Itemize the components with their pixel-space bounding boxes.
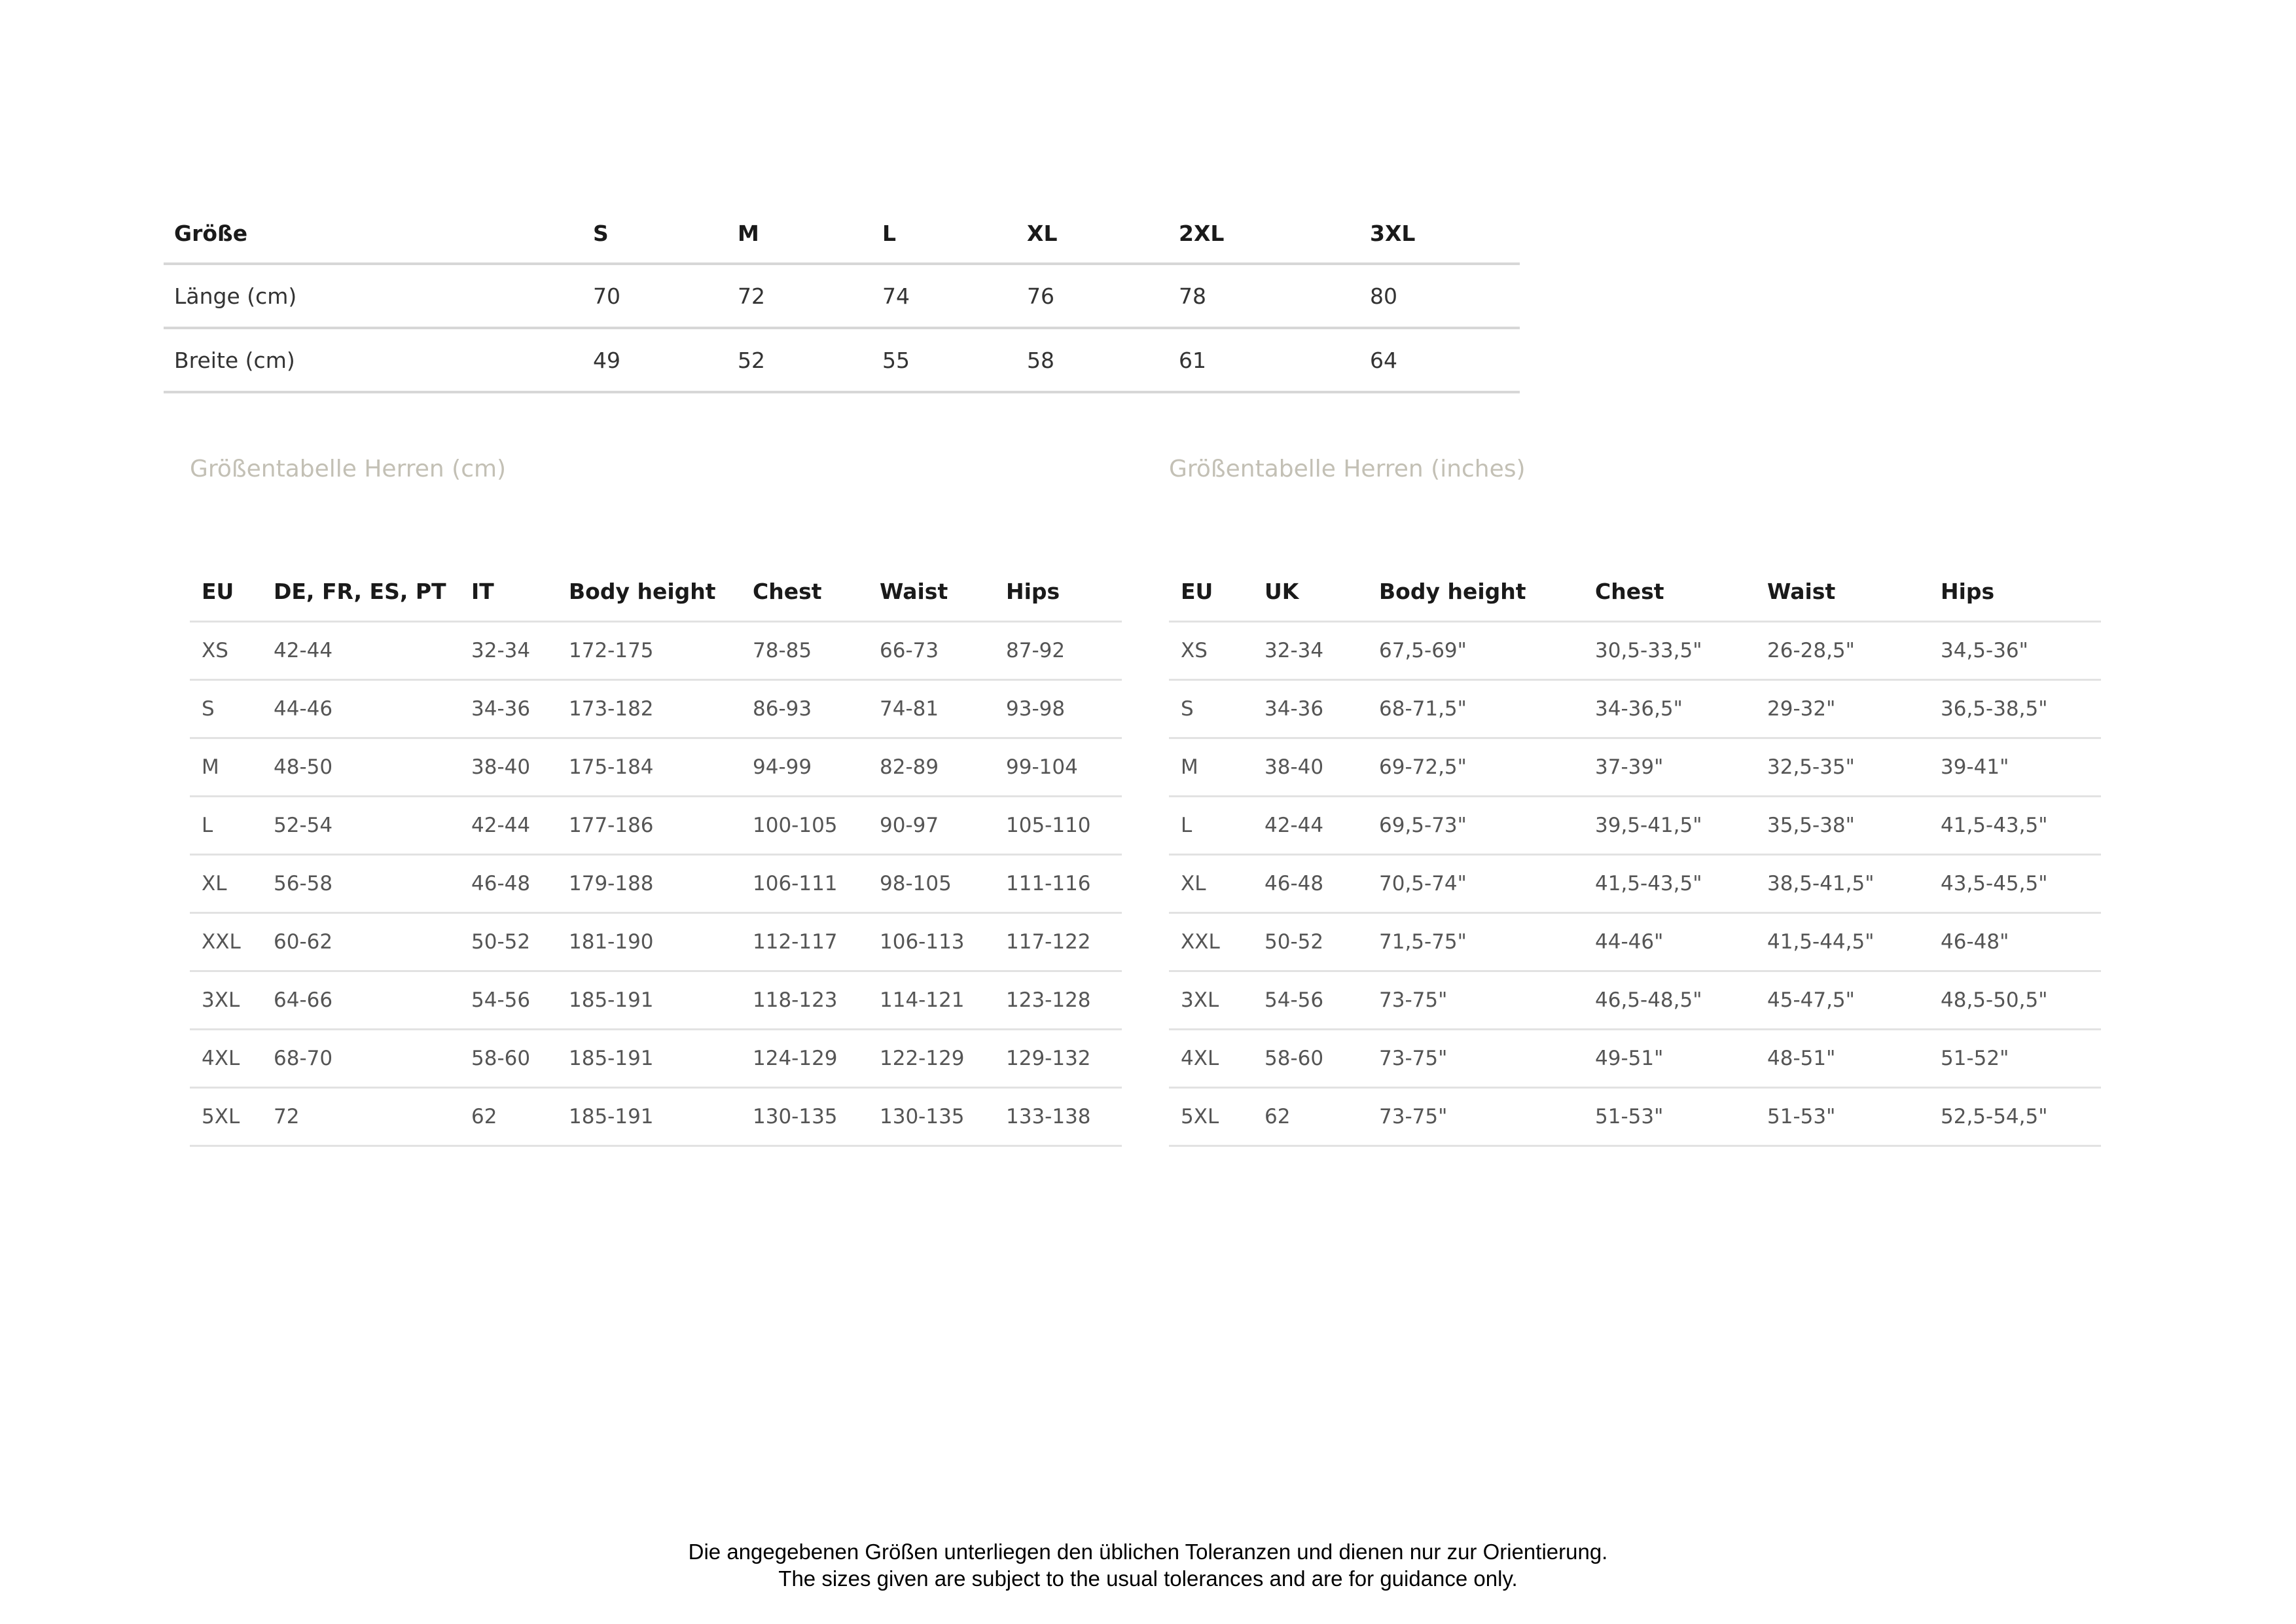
table-cell: 38-40 <box>1253 738 1367 797</box>
table-cell: 74 <box>872 264 1016 328</box>
table-cell: 45-47,5" <box>1755 971 1929 1030</box>
table-cell: 46-48" <box>1929 913 2101 971</box>
table-cell: XS <box>190 622 262 680</box>
table-cell: Breite (cm) <box>164 328 583 392</box>
table-cell: 62 <box>459 1088 557 1146</box>
table-cell: 44-46" <box>1583 913 1755 971</box>
table-cell: 117-122 <box>994 913 1122 971</box>
table-cell: 118-123 <box>741 971 868 1030</box>
table-cell: 3XL <box>1169 971 1253 1030</box>
table-cell: S <box>1169 680 1253 738</box>
table-cell: 94-99 <box>741 738 868 797</box>
garment-header-cell: 3XL <box>1359 204 1520 264</box>
table-row <box>190 1088 1122 1146</box>
table-cell: 68-71,5" <box>1367 680 1583 738</box>
size-chart-inches-table <box>1169 562 2101 1147</box>
table-cell: L <box>190 797 262 855</box>
table-cell: 32,5-35" <box>1755 738 1929 797</box>
table-cell: 64 <box>1359 328 1520 392</box>
table-cell: 58-60 <box>1253 1030 1367 1088</box>
table-cell: XS <box>1169 622 1253 680</box>
table-cell: 42-44 <box>1253 797 1367 855</box>
table-cell: 100-105 <box>741 797 868 855</box>
table-row <box>1169 971 2101 1030</box>
table-cell: 93-98 <box>994 680 1122 738</box>
table-cell: 41,5-44,5" <box>1755 913 1929 971</box>
table-cell: 51-52" <box>1929 1030 2101 1088</box>
table-cell: M <box>1169 738 1253 797</box>
table-cell: 76 <box>1016 264 1168 328</box>
disclaimer-english: The sizes given are subject to the usual tolerances and are for guidance only. <box>778 1566 1518 1591</box>
table-cell: 56-58 <box>262 855 459 913</box>
column-header: EU <box>1169 562 1253 622</box>
column-header: Hips <box>1929 562 2101 622</box>
table-cell: 32-34 <box>459 622 557 680</box>
table-cell: 49 <box>583 328 727 392</box>
table-cell: 52-54 <box>262 797 459 855</box>
table-cell: 86-93 <box>741 680 868 738</box>
table-row <box>1169 913 2101 971</box>
table-cell: 98-105 <box>868 855 994 913</box>
table-cell: 42-44 <box>459 797 557 855</box>
table-cell: 43,5-45,5" <box>1929 855 2101 913</box>
table-cell: 46-48 <box>1253 855 1367 913</box>
table-row <box>190 971 1122 1030</box>
garment-header-cell: L <box>872 204 1016 264</box>
table-cell: 34-36,5" <box>1583 680 1755 738</box>
column-header: Hips <box>994 562 1122 622</box>
table-cell: 44-46 <box>262 680 459 738</box>
size-chart-cm-table <box>190 562 1122 1147</box>
table-cell: 87-92 <box>994 622 1122 680</box>
table-row <box>190 622 1122 680</box>
table-cell: 130-135 <box>741 1088 868 1146</box>
table-cell: 73-75" <box>1367 1088 1583 1146</box>
column-header: IT <box>459 562 557 622</box>
table-row <box>190 738 1122 797</box>
column-header: Chest <box>741 562 868 622</box>
table-cell: 60-62 <box>262 913 459 971</box>
table-row <box>1169 855 2101 913</box>
table-row <box>164 328 1520 392</box>
size-chart-inches-title: Größentabelle Herren (inches) <box>1169 456 1526 482</box>
table-cell: Länge (cm) <box>164 264 583 328</box>
table-cell: 66-73 <box>868 622 994 680</box>
table-cell: 73-75" <box>1367 971 1583 1030</box>
table-cell: 34,5-36" <box>1929 622 2101 680</box>
table-cell: 177-186 <box>557 797 741 855</box>
size-chart-cm-title: Größentabelle Herren (cm) <box>190 456 507 482</box>
table-cell: 172-175 <box>557 622 741 680</box>
table-cell: 99-104 <box>994 738 1122 797</box>
table-cell: 72 <box>262 1088 459 1146</box>
table-cell: 173-182 <box>557 680 741 738</box>
table-cell: 78-85 <box>741 622 868 680</box>
table-cell: 3XL <box>190 971 262 1030</box>
table-cell: 61 <box>1168 328 1359 392</box>
table-cell: 181-190 <box>557 913 741 971</box>
table-cell: 70,5-74" <box>1367 855 1583 913</box>
table-cell: 42-44 <box>262 622 459 680</box>
garment-header-cell: M <box>727 204 872 264</box>
table-cell: 82-89 <box>868 738 994 797</box>
table-cell: XXL <box>190 913 262 971</box>
table-row <box>190 1030 1122 1088</box>
table-cell: 38,5-41,5" <box>1755 855 1929 913</box>
size-chart-header-row <box>190 562 1122 622</box>
table-cell: 35,5-38" <box>1755 797 1929 855</box>
table-cell: 90-97 <box>868 797 994 855</box>
table-cell: 68-70 <box>262 1030 459 1088</box>
table-cell: 62 <box>1253 1088 1367 1146</box>
garment-header-cell: XL <box>1016 204 1168 264</box>
table-cell: 54-56 <box>459 971 557 1030</box>
table-row <box>190 855 1122 913</box>
table-cell: 124-129 <box>741 1030 868 1088</box>
table-cell: 58 <box>1016 328 1168 392</box>
table-cell: 52,5-54,5" <box>1929 1088 2101 1146</box>
table-cell: 4XL <box>190 1030 262 1088</box>
table-cell: 36,5-38,5" <box>1929 680 2101 738</box>
garment-header-cell: Größe <box>164 204 583 264</box>
garment-header-cell: 2XL <box>1168 204 1359 264</box>
table-cell: 72 <box>727 264 872 328</box>
table-cell: XL <box>190 855 262 913</box>
table-cell: 48,5-50,5" <box>1929 971 2101 1030</box>
table-cell: 50-52 <box>1253 913 1367 971</box>
table-cell: 38-40 <box>459 738 557 797</box>
table-cell: 69,5-73" <box>1367 797 1583 855</box>
table-cell: 105-110 <box>994 797 1122 855</box>
table-cell: 49-51" <box>1583 1030 1755 1088</box>
table-cell: M <box>190 738 262 797</box>
table-cell: 55 <box>872 328 1016 392</box>
table-cell: 46,5-48,5" <box>1583 971 1755 1030</box>
size-chart-header-row <box>1169 562 2101 622</box>
garment-measurement-table <box>164 204 1520 393</box>
table-cell: 185-191 <box>557 1088 741 1146</box>
table-row <box>190 797 1122 855</box>
column-header: Body height <box>557 562 741 622</box>
table-cell: 114-121 <box>868 971 994 1030</box>
garment-header-row <box>164 204 1520 264</box>
table-cell: 30,5-33,5" <box>1583 622 1755 680</box>
garment-header-cell: S <box>583 204 727 264</box>
column-header: Chest <box>1583 562 1755 622</box>
table-cell: 5XL <box>1169 1088 1253 1146</box>
table-row <box>190 913 1122 971</box>
table-cell: 185-191 <box>557 971 741 1030</box>
table-cell: 74-81 <box>868 680 994 738</box>
table-cell: 32-34 <box>1253 622 1367 680</box>
table-cell: 106-113 <box>868 913 994 971</box>
column-header: UK <box>1253 562 1367 622</box>
table-cell: 80 <box>1359 264 1520 328</box>
table-cell: 64-66 <box>262 971 459 1030</box>
table-cell: 129-132 <box>994 1030 1122 1088</box>
table-cell: 48-51" <box>1755 1030 1929 1088</box>
table-row <box>1169 1030 2101 1088</box>
table-row <box>1169 680 2101 738</box>
table-cell: 122-129 <box>868 1030 994 1088</box>
table-cell: 130-135 <box>868 1088 994 1146</box>
table-cell: 41,5-43,5" <box>1929 797 2101 855</box>
table-cell: 175-184 <box>557 738 741 797</box>
table-cell: 73-75" <box>1367 1030 1583 1088</box>
table-cell: 29-32" <box>1755 680 1929 738</box>
table-cell: 34-36 <box>1253 680 1367 738</box>
table-cell: 51-53" <box>1583 1088 1755 1146</box>
table-cell: 185-191 <box>557 1030 741 1088</box>
table-cell: S <box>190 680 262 738</box>
table-cell: 123-128 <box>994 971 1122 1030</box>
table-cell: 71,5-75" <box>1367 913 1583 971</box>
table-cell: XXL <box>1169 913 1253 971</box>
column-header: Waist <box>1755 562 1929 622</box>
table-row <box>1169 738 2101 797</box>
column-header: Waist <box>868 562 994 622</box>
table-row <box>1169 797 2101 855</box>
table-cell: 51-53" <box>1755 1088 1929 1146</box>
table-cell: 67,5-69" <box>1367 622 1583 680</box>
footer-disclaimer <box>0 1538 2296 1592</box>
table-cell: 69-72,5" <box>1367 738 1583 797</box>
table-cell: 133-138 <box>994 1088 1122 1146</box>
table-cell: 70 <box>583 264 727 328</box>
table-cell: 106-111 <box>741 855 868 913</box>
table-cell: 46-48 <box>459 855 557 913</box>
table-cell: 58-60 <box>459 1030 557 1088</box>
table-row <box>1169 1088 2101 1146</box>
table-cell: 112-117 <box>741 913 868 971</box>
table-row <box>190 680 1122 738</box>
column-header: EU <box>190 562 262 622</box>
table-cell: 26-28,5" <box>1755 622 1929 680</box>
table-cell: XL <box>1169 855 1253 913</box>
table-cell: 50-52 <box>459 913 557 971</box>
table-cell: 48-50 <box>262 738 459 797</box>
column-header: Body height <box>1367 562 1583 622</box>
table-cell: 39-41" <box>1929 738 2101 797</box>
column-header: DE, FR, ES, PT <box>262 562 459 622</box>
table-cell: 111-116 <box>994 855 1122 913</box>
table-cell: 41,5-43,5" <box>1583 855 1755 913</box>
table-cell: 78 <box>1168 264 1359 328</box>
table-cell: 5XL <box>190 1088 262 1146</box>
table-row <box>1169 622 2101 680</box>
table-cell: 4XL <box>1169 1030 1253 1088</box>
disclaimer-german: Die angegebenen Größen unterliegen den üblichen Toleranzen und dienen nur zur Orientierung. <box>688 1540 1608 1564</box>
table-cell: 34-36 <box>459 680 557 738</box>
table-cell: L <box>1169 797 1253 855</box>
table-cell: 179-188 <box>557 855 741 913</box>
table-row <box>164 264 1520 328</box>
table-cell: 39,5-41,5" <box>1583 797 1755 855</box>
table-cell: 52 <box>727 328 872 392</box>
table-cell: 54-56 <box>1253 971 1367 1030</box>
table-cell: 37-39" <box>1583 738 1755 797</box>
